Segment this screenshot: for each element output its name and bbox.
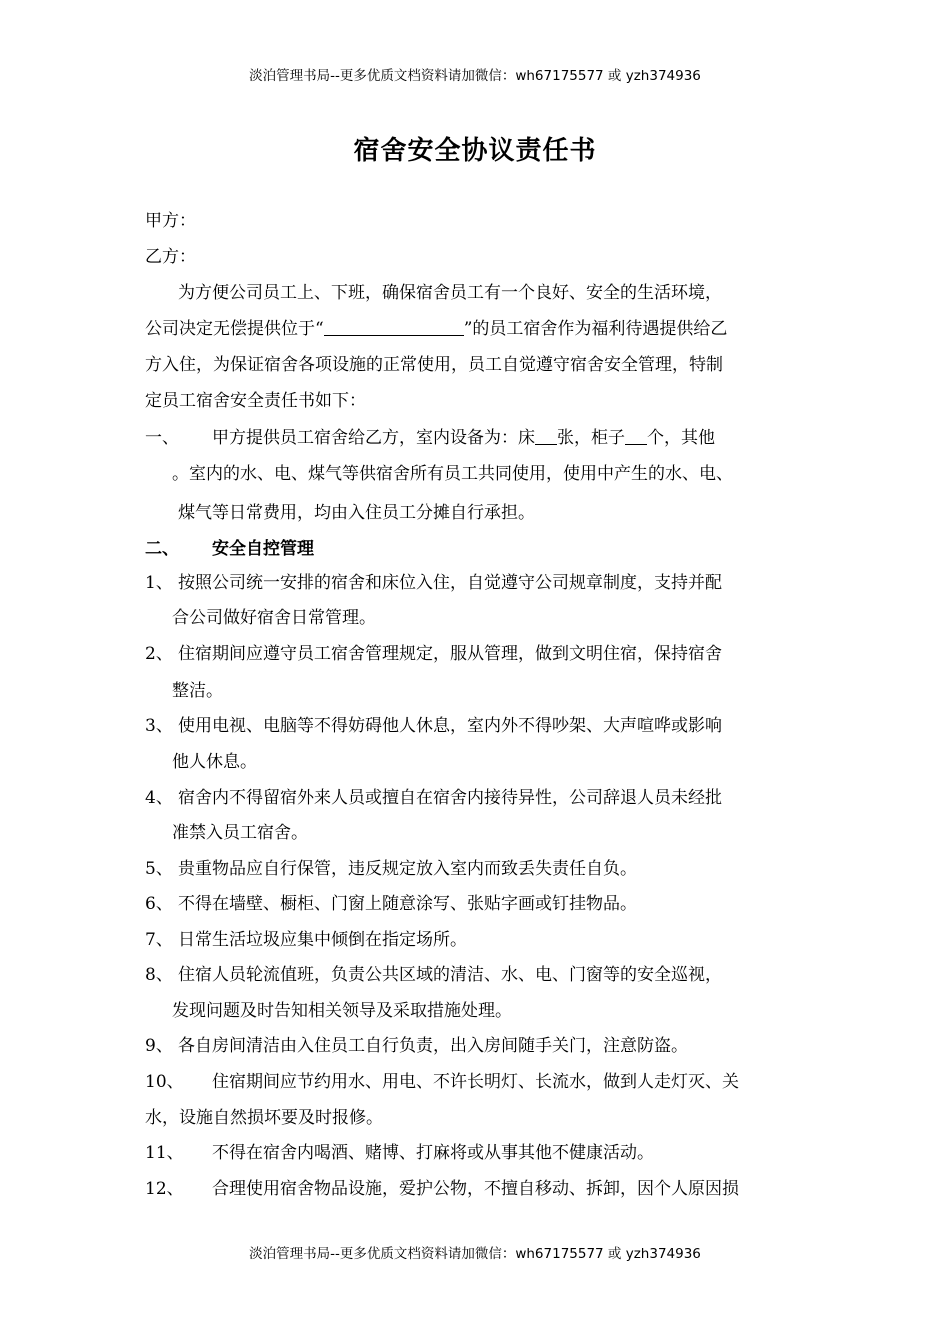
list-item-line: 合理使用宿舍物品设施，爱护公物，不擅自移动、拆卸，因个人原因损 — [212, 1179, 739, 1199]
section-1-line-3: 煤气等日常费用，均由入住员工分摊自行承担。 — [178, 503, 535, 523]
list-item-number: 1、 — [145, 573, 173, 593]
list-item-number: 3、 — [145, 716, 173, 736]
intro-line-4: 定员工宿舍安全责任书如下： — [145, 391, 366, 411]
intro-line-3: 方入住，为保证宿舍各项设施的正常使用，员工自觉遵守宿舍安全管理，特制 — [145, 355, 723, 375]
section-1-number: 一、 — [145, 428, 179, 448]
list-item-line: 使用电视、电脑等不得妨碍他人休息，室内外不得吵架、大声喧哗或影响 — [178, 716, 722, 736]
list-item-number: 9、 — [145, 1036, 173, 1056]
document-title: 宿舍安全协议责任书 — [353, 136, 597, 166]
list-item-number: 8、 — [145, 965, 173, 985]
list-item-line: 住宿人员轮流值班，负责公共区域的清洁、水、电、门窗等的安全巡视， — [178, 965, 722, 985]
list-item-line: 住宿期间应遵守员工宿舍管理规定，服从管理，做到文明住宿，保持宿舍 — [178, 644, 722, 664]
list-item-number: 10、 — [145, 1072, 184, 1092]
list-item-line: 宿舍内不得留宿外来人员或擅自在宿舍内接待异性，公司辞退人员未经批 — [178, 788, 722, 808]
list-item-line: 他人休息。 — [172, 752, 257, 772]
list-item-number: 5、 — [145, 859, 173, 879]
bed-count-blank — [535, 426, 557, 445]
list-item-line: 贵重物品应自行保管，违反规定放入室内而致丢失责任自负。 — [178, 859, 637, 879]
list-item-number: 6、 — [145, 894, 173, 914]
cabinet-count-blank — [625, 426, 647, 445]
page-header: 淡泊管理书局--更多优质文档资料请加微信：wh67175577 或 yzh374936 — [249, 68, 701, 84]
list-item-line: 按照公司统一安排的宿舍和床位入住，自觉遵守公司规章制度，支持并配 — [178, 573, 722, 593]
intro-line-2 — [145, 316, 727, 342]
list-item-line: 水，设施自然损坏要及时报修。 — [145, 1108, 383, 1128]
list-item-number: 12、 — [145, 1179, 184, 1199]
page-footer: 淡泊管理书局--更多优质文档资料请加微信：wh67175577 或 yzh374936 — [249, 1246, 701, 1262]
list-item-line: 各自房间清洁由入住员工自行负责，出入房间随手关门，注意防盗。 — [178, 1036, 688, 1056]
party-a-label: 甲方： — [145, 211, 196, 231]
list-item-line: 不得在宿舍内喝酒、赌博、打麻将或从事其他不健康活动。 — [212, 1143, 654, 1163]
list-item-line: 整洁。 — [172, 681, 223, 701]
list-item-line: 日常生活垃圾应集中倾倒在指定场所。 — [178, 930, 467, 950]
list-item-line: 合公司做好宿舍日常管理。 — [172, 608, 376, 628]
intro-line-1: 为方便公司员工上、下班，确保宿舍员工有一个良好、安全的生活环境， — [178, 283, 722, 303]
list-item-line: 准禁入员工宿舍。 — [172, 823, 308, 843]
section-1-text-b: 张，柜子 — [557, 428, 625, 448]
list-item-line: 发现问题及时告知相关领导及采取措施处理。 — [172, 1001, 512, 1021]
section-1-text-c: 个，其他 — [647, 428, 715, 448]
section-1-text-a: 甲方提供员工宿舍给乙方，室内设备为：床 — [212, 428, 535, 448]
list-item-number: 2、 — [145, 644, 173, 664]
list-item-line: 不得在墙壁、橱柜、门窗上随意涂写、张贴字画或钉挂物品。 — [178, 894, 637, 914]
list-item-number: 4、 — [145, 788, 173, 808]
section-1-line-1 — [212, 425, 715, 451]
list-item-number: 11、 — [145, 1143, 184, 1163]
address-blank — [324, 317, 464, 336]
section-1-line-2: 。室内的水、电、煤气等供宿舍所有员工共同使用，使用中产生的水、电、 — [172, 464, 733, 484]
party-b-label: 乙方： — [145, 247, 196, 267]
intro-line-2-pre: 公司决定无偿提供位于“ — [145, 319, 324, 339]
section-2-heading: 安全自控管理 — [212, 539, 314, 559]
list-item-line: 住宿期间应节约用水、用电、不许长明灯、长流水，做到人走灯灭、关 — [212, 1072, 739, 1092]
section-2-number: 二、 — [145, 539, 179, 559]
intro-line-2-post: ”的员工宿舍作为福利待遇提供给乙 — [463, 319, 728, 339]
list-item-number: 7、 — [145, 930, 173, 950]
